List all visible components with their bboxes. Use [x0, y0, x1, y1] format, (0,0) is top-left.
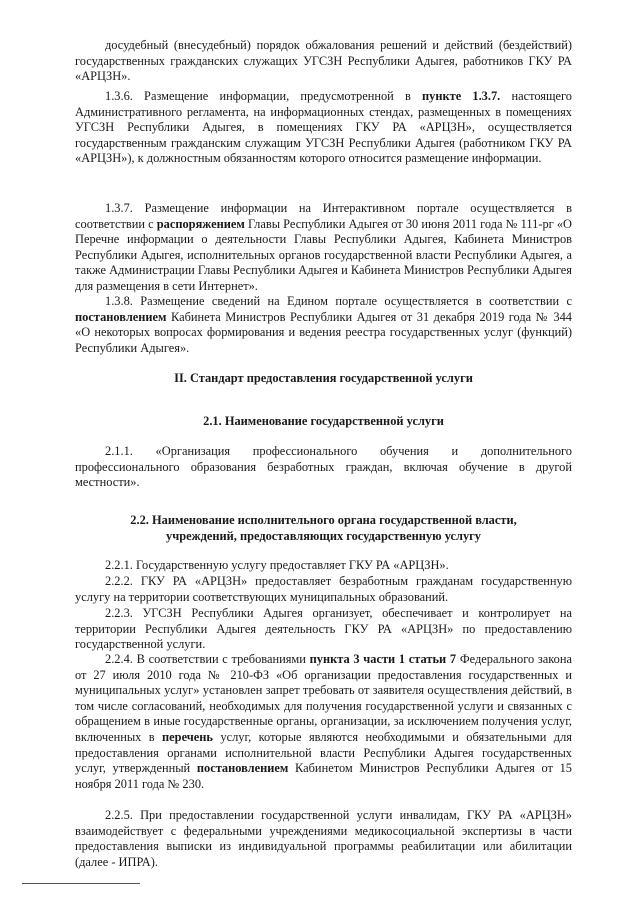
- heading-2-2: 2.2. Наименование исполнительного органа государственной власти, учреждений, предоставляющих государственную услугу: [130, 513, 517, 543]
- link-services-list[interactable]: перечень: [162, 729, 213, 744]
- link-resolution-344[interactable]: постановлением: [75, 309, 167, 324]
- link-order[interactable]: распоряжением: [156, 216, 245, 231]
- paragraph-2-2-4: 2.2.4. В соответствии с требованиями пункта 3 части 1 статьи 7 Федерального закона от 27 июля 2010 года № 210-ФЗ «Об организации предоставления государственных и муниципальных услуг» установлен запрет требовать от заявителя осуществления действий, в том числе согласований, необходимых для получения государственной услуги и связанных с обращением в иные государственные органы, организации, за исключением получения услуг, включенных в перечень услуг, которые являются необходимыми и обязательными для предоставления органами исполнительной власти Республики Адыгея государственных услуг, утвержденный постановлением Кабинетом Министров Республики Адыгея от 15 ноября 2011 года № 230.: [75, 652, 573, 791]
- link-clause-1-3-7[interactable]: пункте 1.3.7.: [422, 89, 501, 103]
- paragraph-2-2-5: 2.2.5. При предоставлении государственной услуги инвалидам, ГКУ РА «АРЦЗН» взаимодействует с федеральными учреждениями медикосоциальной экспертизы в части предоставления выписки из индивидуальной программы реабилитации или абилитации (далее - ИПРА).: [75, 808, 572, 869]
- heading-2-1: 2.1. Наименование государственной услуги: [203, 414, 444, 428]
- paragraph-1-3-7: 1.3.7. Размещение информации на Интерактивном портале осуществляется в соответствии с распоряжением Главы Республики Адыгея от 30 июня 2011 года № 111-рг «О Перечне информации о деятельности Главы Республики Адыгея, Кабинета Министров Республики Адыгея, исполнительных органов государственной власти Республики Адыгея, а также Администрации Главы Республики Адыгея и Кабинета Министров Республики Адыгея для размещения в сети Интернет».: [75, 201, 572, 293]
- heading-section-2: II. Стандарт предоставления государственной услуги: [174, 371, 473, 385]
- paragraph-1-3-8: 1.3.8. Размещение сведений на Едином портале осуществляется в соответствии с постановлением Кабинета Министров Республики Адыгея от 31 декабря 2019 года № 344 «О некоторых вопросах формирования и ведения реестра государственных услуг (функций) Республики Адыгея».: [75, 294, 572, 355]
- paragraph-2-2-3: 2.2.3. УГСЗН Республики Адыгея организует, обеспечивает и контролирует на территории Республики Адыгея деятельность ГКУ РА «АРЦЗН» по предоставлению государственной услуги.: [75, 606, 572, 652]
- paragraph-appeal-procedure: досудебный (внесудебный) порядок обжалования решений и действий (бездействий) государственных гражданских служащих УГСЗН Республики Адыгея, работников ГКУ РА «АРЦЗН».: [75, 38, 572, 84]
- footnote-divider: [22, 883, 140, 884]
- link-law-clause[interactable]: пункта 3 части 1 статьи 7: [309, 652, 457, 666]
- paragraph-1-3-6: 1.3.6. Размещение информации, предусмотренной в пункте 1.3.7. настоящего Административного регламента, на информационных стендах, размещенных в помещениях УГСЗН Республики Адыгея, в помещениях ГКУ РА «АРЦЗН», осуществляется государственным гражданским служащим УГСЗН Республики Адыгея (работником ГКУ РА «АРЦЗН»), к должностным обязанностям которого относится размещение информации.: [75, 89, 572, 166]
- paragraph-2-2-2: 2.2.2. ГКУ РА «АРЦЗН» предоставляет безработным гражданам государственную услугу на территории соответствующих муниципальных образований.: [75, 574, 572, 604]
- paragraph-2-2-1: 2.2.1. Государственную услугу предоставляет ГКУ РА «АРЦЗН».: [105, 558, 449, 572]
- paragraph-2-1-1: 2.1.1. «Организация профессионального обучения и дополнительного профессионального образования безработных граждан, включая обучение в другой местности».: [75, 444, 572, 490]
- link-resolution-230[interactable]: постановлением: [196, 761, 289, 776]
